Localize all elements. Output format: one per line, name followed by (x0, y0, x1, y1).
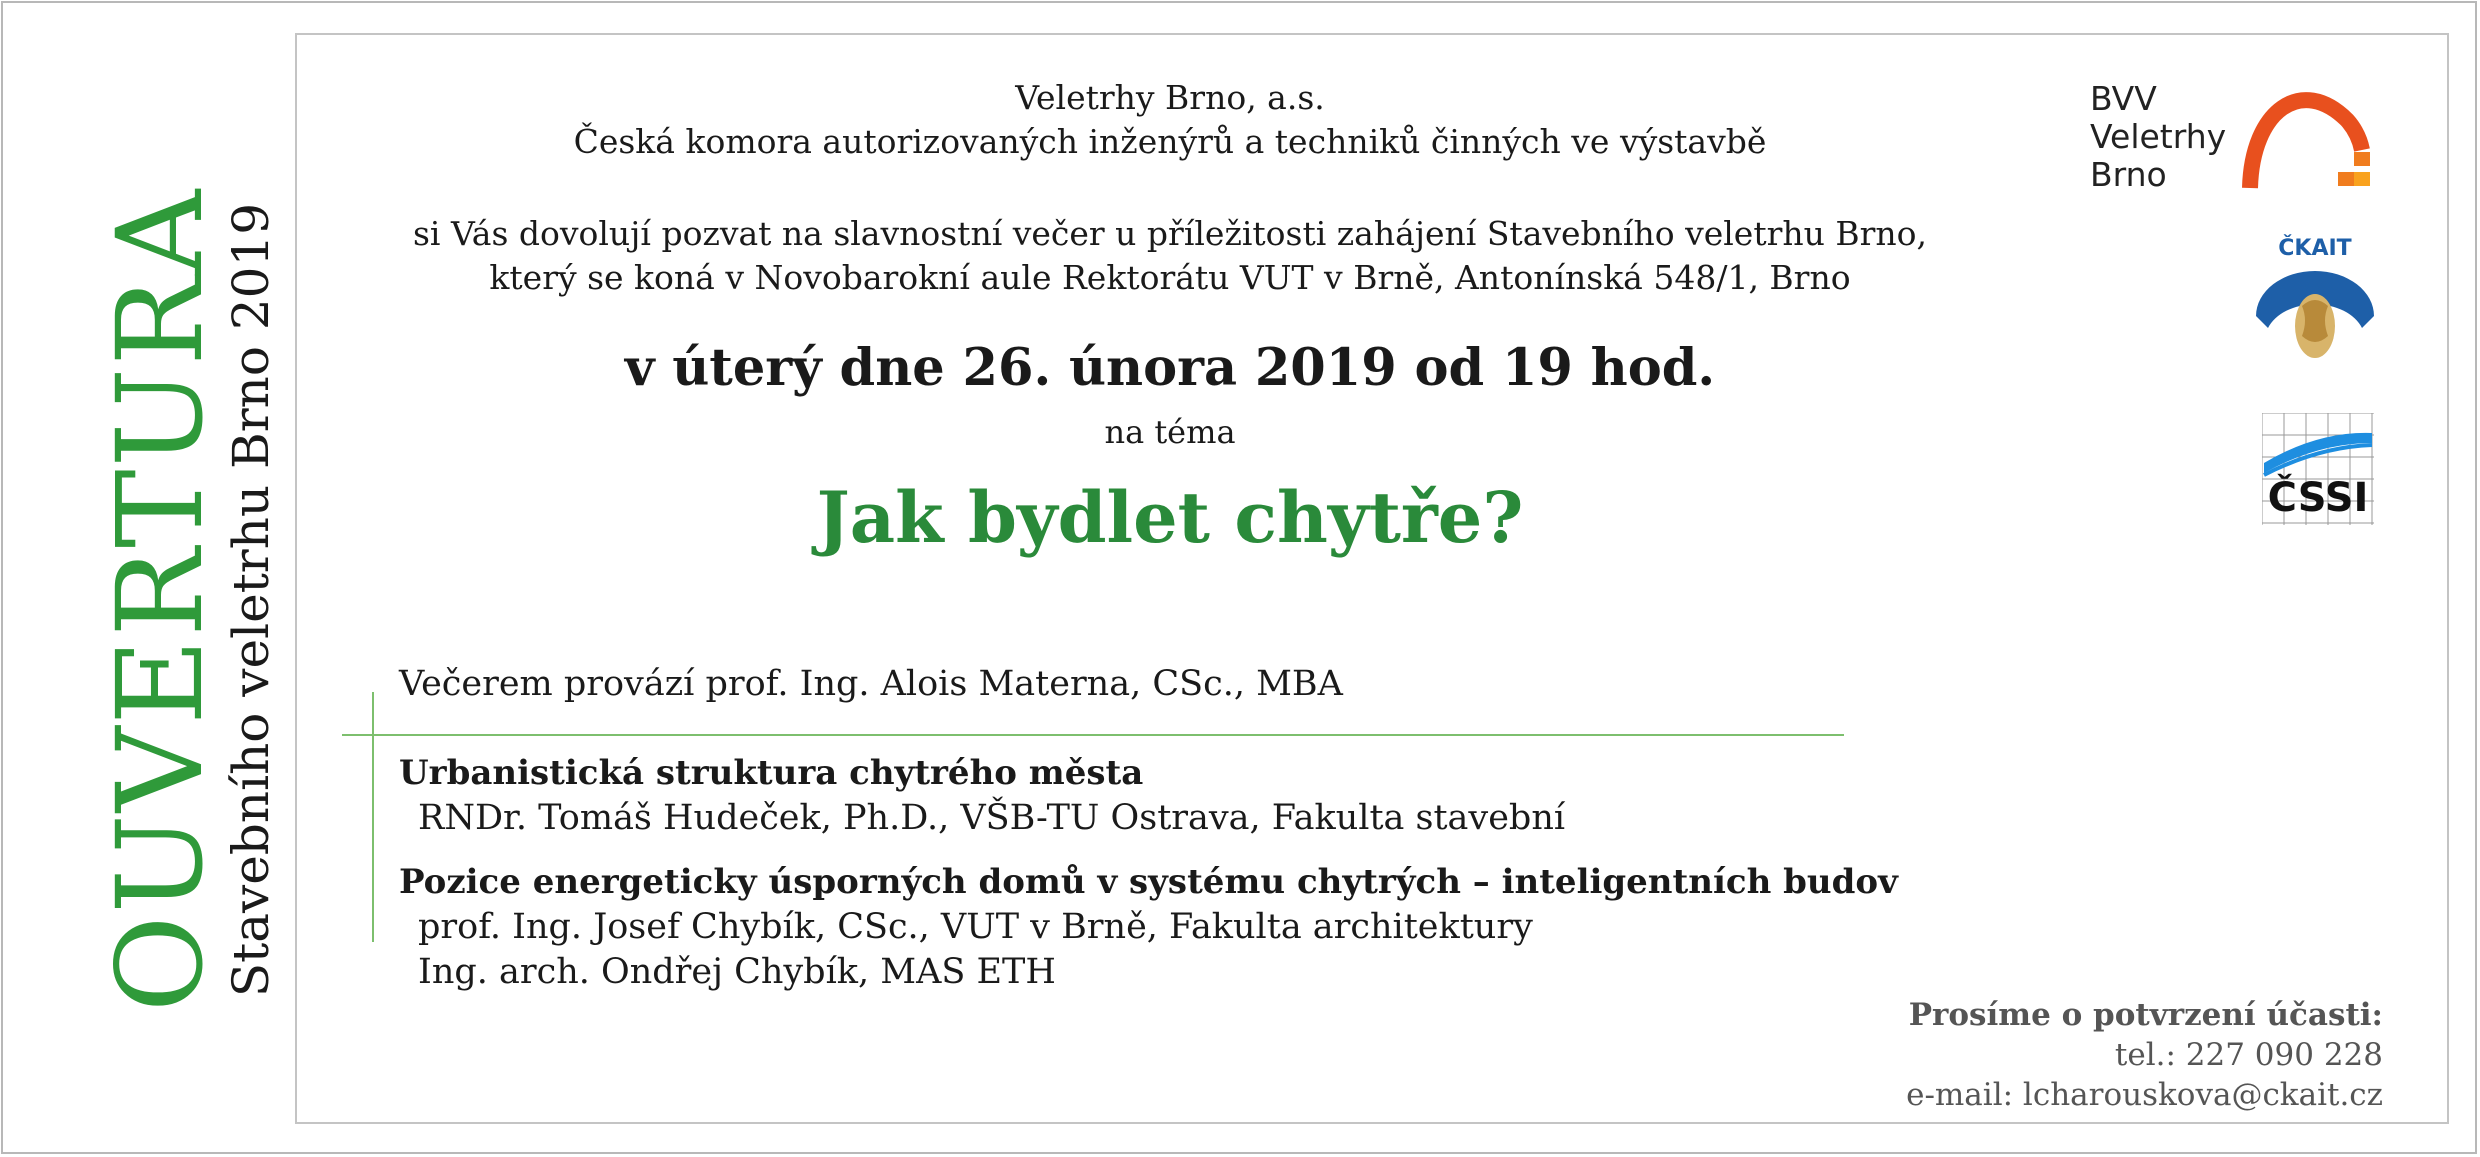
rsvp-phone: tel.: 227 090 228 (2114, 1037, 2383, 1073)
side-subtitle: Stavebního veletrhu Brno 2019 (222, 202, 280, 998)
talk-2-speaker-1: prof. Ing. Josef Chybík, CSc., VUT v Brně, Fakulta architektury (418, 907, 1533, 947)
cssi-logo-text: ČSSI (2267, 475, 2369, 521)
ckait-lion-icon (2252, 266, 2378, 366)
organizer-1: Veletrhy Brno, a.s. (1015, 78, 1325, 117)
bvv-logo-line-1: BVV (2090, 79, 2157, 118)
vertical-divider (372, 692, 374, 942)
talk-1-title: Urbanistická struktura chytrého města (399, 753, 1144, 793)
host-line: Večerem provází prof. Ing. Alois Materna, CSc., MBA (399, 664, 1343, 704)
ckait-logo-text: ČKAIT (2278, 236, 2352, 261)
topic-label: na téma (1104, 413, 1236, 451)
cssi-logo (2262, 413, 2374, 525)
side-title: OUVERTURA (91, 187, 229, 1013)
bvv-logo-line-2: Veletrhy (2090, 117, 2227, 156)
rsvp-email[interactable]: e-mail: lcharouskova@ckait.cz (1906, 1077, 2383, 1113)
bvv-logo (2090, 80, 2380, 195)
horizontal-divider (342, 734, 1844, 736)
organizer-2: Česká komora autorizovaných inženýrů a techniků činných ve výstavbě (573, 122, 1767, 161)
event-date: v úterý dne 26. února 2019 od 19 hod. (624, 338, 1716, 398)
topic-title: Jak bydlet chytře? (816, 476, 1524, 559)
talk-2-title: Pozice energeticky úsporných domů v systému chytrých – inteligentních budov (399, 862, 1898, 902)
talk-1-speaker: RNDr. Tomáš Hudeček, Ph.D., VŠB-TU Ostrava, Fakulta stavební (418, 798, 1566, 838)
invitation-line-1: si Vás dovolují pozvat na slavnostní večer u příležitosti zahájení Stavebního veletrhu Brno, (412, 214, 1928, 253)
ckait-logo (2250, 236, 2380, 371)
bvv-logo-line-3: Brno (2090, 155, 2167, 194)
bvv-arch-icon (2242, 80, 2377, 192)
talk-2-speaker-2: Ing. arch. Ondřej Chybík, MAS ETH (418, 952, 1056, 992)
invitation-line-2: který se koná v Novobarokní aule Rektorátu VUT v Brně, Antonínská 548/1, Brno (489, 258, 1851, 297)
rsvp-heading: Prosíme o potvrzení účasti: (1908, 997, 2383, 1033)
